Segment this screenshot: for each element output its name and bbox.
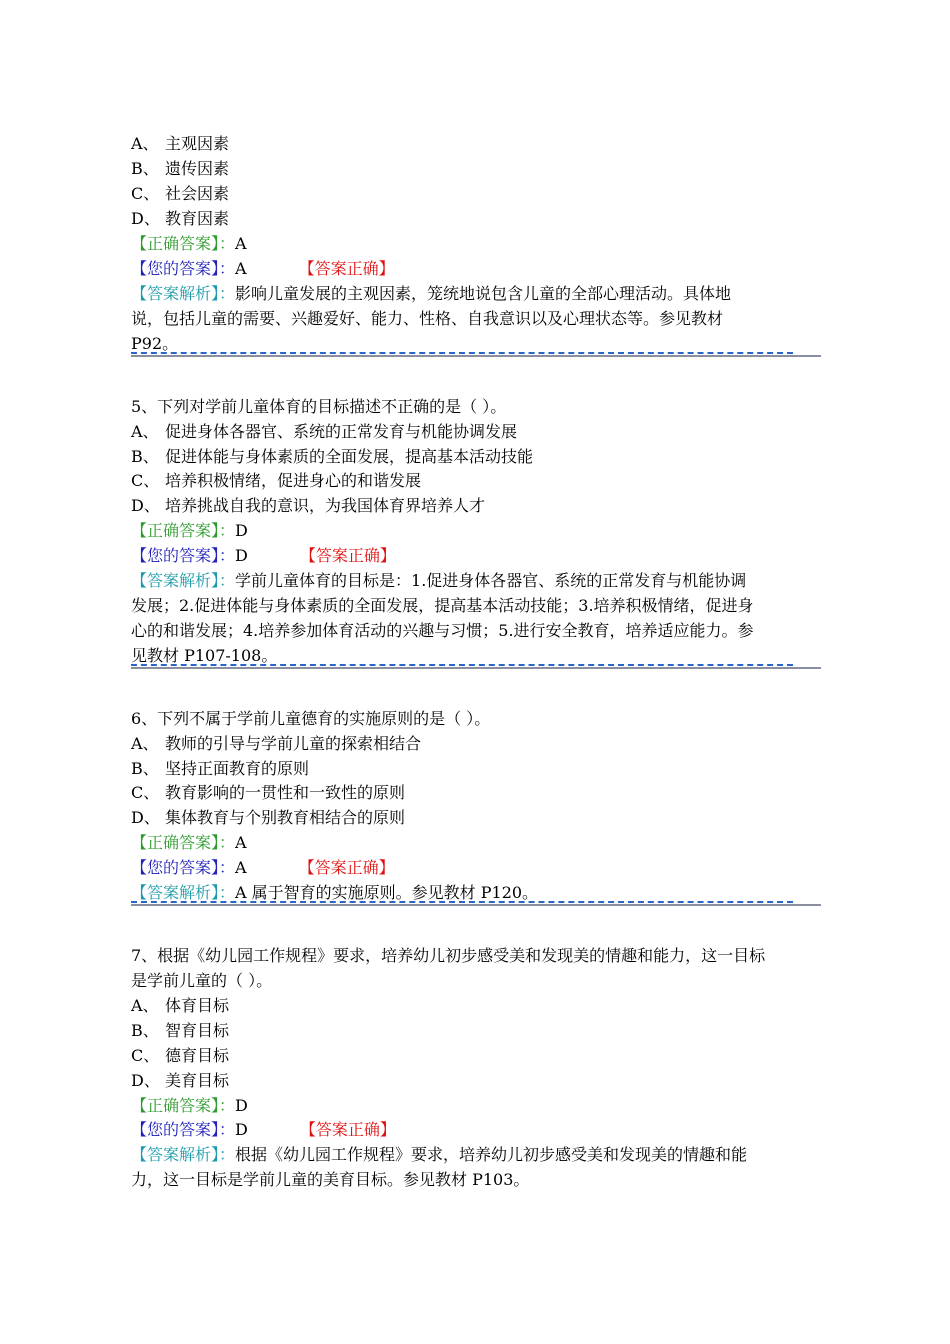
your-answer-label: 【您的答案】：	[131, 259, 236, 278]
q5-analysis-line-3: 心的和谐发展；4.培养参加体育活动的兴趣与习惯；5.进行安全教育，培养适应能力。参	[131, 621, 754, 640]
q5-option-a: A、 促进身体各器官、系统的正常发育与机能协调发展	[131, 422, 518, 441]
q6-option-c: C、 教育影响的一贯性和一致性的原则	[131, 783, 406, 802]
q7-analysis: 【答案解析】：根据《幼儿园工作规程》要求，培养幼儿初步感受美和发现美的情趣和能	[131, 1145, 748, 1164]
q7-question-line-2: 是学前儿童的（ ）。	[131, 971, 273, 990]
divider	[131, 664, 821, 670]
q7-correct-answer: 【正确答案】：D	[131, 1096, 248, 1115]
q5-option-c: C、 培养积极情绪，促进身心的和谐发展	[131, 471, 422, 490]
q6-question: 6、下列不属于学前儿童德育的实施原则的是（ ）。	[131, 709, 491, 728]
your-answer-label: 【您的答案】：	[131, 858, 236, 877]
q4-analysis: 【答案解析】：影响儿童发展的主观因素，笼统地说包含儿童的全部心理活动。具体地	[131, 284, 732, 303]
q5-option-d: D、 培养挑战自我的意识，为我国体育界培养人才	[131, 496, 486, 515]
verdict-label: 【答案正确】	[298, 259, 395, 278]
correct-answer-label: 【正确答案】：	[131, 234, 236, 253]
verdict-label: 【答案正确】	[298, 858, 395, 877]
divider	[131, 901, 821, 907]
q5-analysis-line-2: 发展；2.促进体能与身体素质的全面发展，提高基本活动技能；3.培养积极情绪，促进身	[131, 596, 754, 615]
q7-analysis-line-2: 力，这一目标是学前儿童的美育目标。参见教材 P103。	[131, 1170, 530, 1189]
q6-option-b: B、 坚持正面教育的原则	[131, 759, 310, 778]
q4-option-a: A、 主观因素	[131, 134, 230, 153]
correct-answer-label: 【正确答案】：	[131, 833, 236, 852]
q5-correct-answer: 【正确答案】：D	[131, 521, 248, 540]
q7-option-c: C、 德育目标	[131, 1046, 230, 1065]
analysis-label: 【答案解析】：	[131, 1145, 236, 1164]
verdict-label: 【答案正确】	[299, 546, 396, 565]
analysis-label: 【答案解析】：	[131, 883, 236, 902]
divider	[131, 352, 821, 358]
q4-analysis-line-2: 说，包括儿童的需要、兴趣爱好、能力、性格、自我意识以及心理状态等。参见教材	[131, 309, 724, 328]
analysis-label: 【答案解析】：	[131, 571, 236, 590]
q6-correct-answer: 【正确答案】：A	[131, 833, 247, 852]
q4-analysis-line-3: P92。	[131, 334, 179, 353]
q7-option-b: B、 智育目标	[131, 1021, 230, 1040]
q4-correct-answer: 【正确答案】：A	[131, 234, 247, 253]
q4-option-b: B、 遗传因素	[131, 159, 230, 178]
q7-your-answer: 【您的答案】：D 【答案正确】	[131, 1120, 396, 1139]
q5-analysis-line-4: 见教材 P107-108。	[131, 646, 278, 665]
q7-option-d: D、 美育目标	[131, 1071, 230, 1090]
q4-your-answer: 【您的答案】：A 【答案正确】	[131, 259, 395, 278]
q4-option-c: C、 社会因素	[131, 184, 230, 203]
correct-answer-label: 【正确答案】：	[131, 521, 236, 540]
q6-option-a: A、 教师的引导与学前儿童的探索相结合	[131, 734, 422, 753]
correct-answer-label: 【正确答案】：	[131, 1096, 236, 1115]
your-answer-label: 【您的答案】：	[131, 1120, 236, 1139]
q5-analysis: 【答案解析】：学前儿童体育的目标是：1.促进身体各器官、系统的正常发育与机能协调	[131, 571, 747, 590]
q5-question: 5、下列对学前儿童体育的目标描述不正确的是（ ）。	[131, 397, 507, 416]
q7-question: 7、根据《幼儿园工作规程》要求，培养幼儿初步感受美和发现美的情趣和能力，这一目标	[131, 946, 766, 965]
your-answer-label: 【您的答案】：	[131, 546, 236, 565]
q4-option-d: D、 教育因素	[131, 209, 230, 228]
q5-option-b: B、 促进体能与身体素质的全面发展，提高基本活动技能	[131, 447, 534, 466]
q6-your-answer: 【您的答案】：A 【答案正确】	[131, 858, 395, 877]
q6-analysis: 【答案解析】：A 属于智育的实施原则。参见教材 P120。	[131, 883, 539, 902]
verdict-label: 【答案正确】	[299, 1120, 396, 1139]
analysis-label: 【答案解析】：	[131, 284, 236, 303]
q7-option-a: A、 体育目标	[131, 996, 230, 1015]
q5-your-answer: 【您的答案】：D 【答案正确】	[131, 546, 396, 565]
q6-option-d: D、 集体教育与个别教育相结合的原则	[131, 808, 406, 827]
